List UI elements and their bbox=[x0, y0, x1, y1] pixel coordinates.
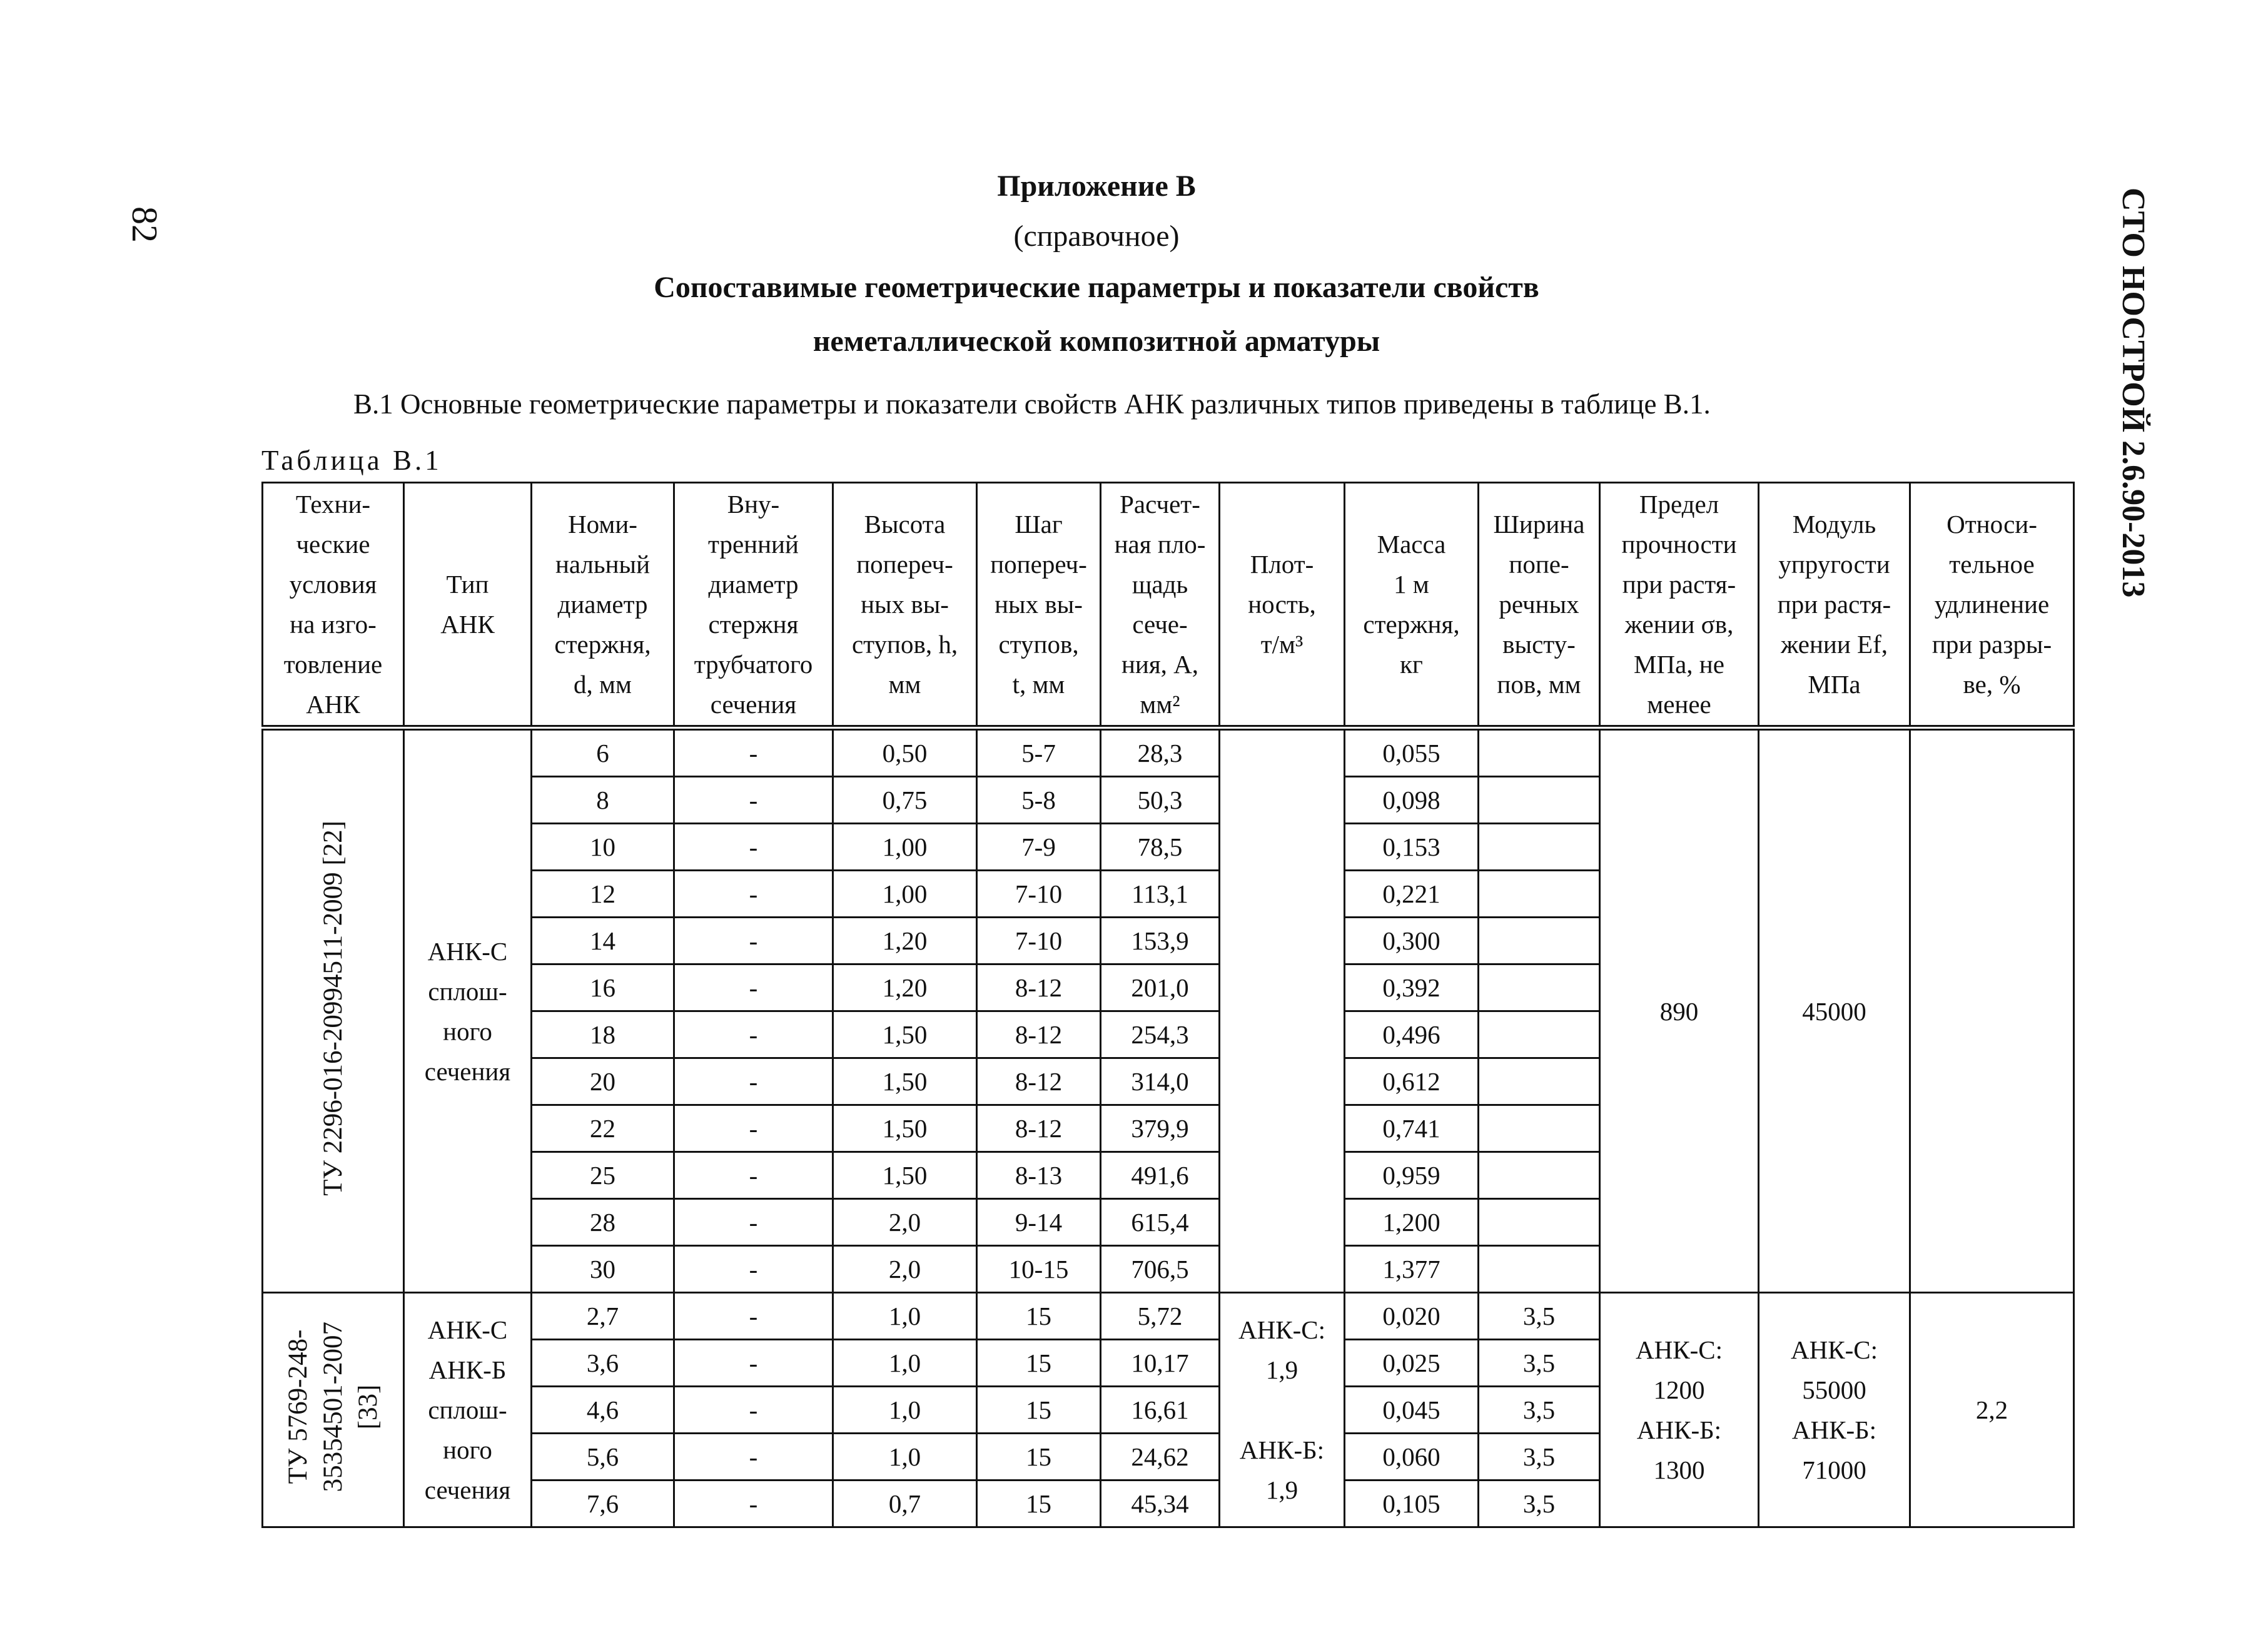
data-cell: 1,20 bbox=[833, 918, 977, 964]
cell-line: прочности bbox=[1621, 530, 1737, 559]
data-cell: 10 bbox=[532, 824, 674, 871]
cell-line: сечения bbox=[710, 690, 797, 719]
mass-cell: 0,392 bbox=[1345, 964, 1479, 1011]
cell-line: Номи- bbox=[568, 510, 637, 539]
cell-line: менее bbox=[1647, 690, 1711, 719]
cell-line: ная пло- bbox=[1114, 530, 1206, 559]
data-cell: 12 bbox=[532, 871, 674, 918]
cell-line: АНК-С bbox=[427, 1315, 508, 1344]
cell-line: упругости bbox=[1778, 550, 1890, 579]
table-row bbox=[263, 1293, 2074, 1340]
cell-line: условия bbox=[289, 570, 377, 599]
cell-line: тренний bbox=[708, 530, 799, 559]
document-code: СТО НОСТРОЙ 2.6.90-2013 bbox=[2115, 188, 2151, 598]
data-cell: - bbox=[674, 1387, 833, 1434]
data-cell: 0,7 bbox=[833, 1481, 977, 1527]
header-cell bbox=[977, 483, 1101, 728]
data-cell: 379,9 bbox=[1101, 1105, 1220, 1152]
cell-line: жении σв, bbox=[1624, 610, 1734, 639]
data-cell: - bbox=[674, 1246, 833, 1293]
header-cell bbox=[1479, 483, 1600, 728]
cell-line: высту- bbox=[1502, 630, 1576, 659]
data-cell: 1,0 bbox=[833, 1434, 977, 1481]
data-cell: 1,00 bbox=[833, 824, 977, 871]
cell-line: 1,9 bbox=[1265, 1355, 1299, 1384]
cell-line: t, мм bbox=[1012, 670, 1065, 699]
cell-line: Расчет- bbox=[1120, 490, 1200, 519]
modulus-cell bbox=[1759, 1293, 1910, 1527]
data-cell: 9-14 bbox=[977, 1199, 1101, 1246]
appendix-subtitle: (справочное) bbox=[1013, 220, 1180, 253]
data-cell: 5-7 bbox=[977, 728, 1101, 777]
appendix-name-line2: неметаллической композитной арматуры bbox=[813, 325, 1380, 358]
cell-line: ния, A, bbox=[1121, 650, 1199, 679]
cell-line: мм² bbox=[1140, 690, 1180, 719]
data-cell: 45,34 bbox=[1101, 1481, 1220, 1527]
header-cell bbox=[263, 483, 404, 728]
cell-line: 1300 bbox=[1653, 1455, 1705, 1484]
data-cell: - bbox=[674, 871, 833, 918]
data-cell: 0,50 bbox=[833, 728, 977, 777]
data-cell: 113,1 bbox=[1101, 871, 1220, 918]
data-cell: - bbox=[674, 777, 833, 824]
appendix-name-line1: Сопоставимые геометрические параметры и показатели свойств bbox=[654, 271, 1539, 304]
data-cell: - bbox=[674, 1293, 833, 1340]
width-cell bbox=[1479, 1011, 1600, 1058]
data-cell: - bbox=[674, 964, 833, 1011]
header-cell bbox=[1600, 483, 1759, 728]
data-cell: 8-12 bbox=[977, 1058, 1101, 1105]
mass-cell: 0,098 bbox=[1345, 777, 1479, 824]
cell-line: МПа bbox=[1808, 670, 1861, 699]
data-cell: 314,0 bbox=[1101, 1058, 1220, 1105]
data-cell: 1,50 bbox=[833, 1105, 977, 1152]
header-cell bbox=[1220, 483, 1345, 728]
width-cell bbox=[1479, 777, 1600, 824]
data-cell: 28,3 bbox=[1101, 728, 1220, 777]
cell-line: сечения bbox=[424, 1056, 511, 1086]
cell-line: стержня bbox=[708, 610, 799, 639]
data-cell: 615,4 bbox=[1101, 1199, 1220, 1246]
data-cell: 201,0 bbox=[1101, 964, 1220, 1011]
cell-line: диаметр bbox=[708, 570, 799, 599]
data-cell: 1,20 bbox=[833, 964, 977, 1011]
type-cell bbox=[404, 728, 532, 1293]
width-cell bbox=[1479, 1246, 1600, 1293]
cell-line: ность, bbox=[1248, 590, 1316, 619]
data-cell: - bbox=[674, 1058, 833, 1105]
data-cell: 0,75 bbox=[833, 777, 977, 824]
width-cell: 3,5 bbox=[1479, 1481, 1600, 1527]
cell-line: ступов, h, bbox=[851, 630, 958, 659]
cell-line: сплош- bbox=[428, 1395, 507, 1424]
mass-cell: 0,741 bbox=[1345, 1105, 1479, 1152]
cell-line: АНК bbox=[306, 690, 360, 719]
data-cell: - bbox=[674, 1434, 833, 1481]
cell-line: попереч- bbox=[856, 550, 953, 579]
strength-cell: 890 bbox=[1600, 728, 1759, 1293]
mass-cell: 0,045 bbox=[1345, 1387, 1479, 1434]
width-cell bbox=[1479, 728, 1600, 777]
table-label: Таблица В.1 bbox=[261, 445, 442, 476]
width-cell: 3,5 bbox=[1479, 1434, 1600, 1481]
cell-line: попе- bbox=[1509, 550, 1569, 579]
cell-line: пов, мм bbox=[1497, 670, 1581, 699]
data-cell: 10,17 bbox=[1101, 1340, 1220, 1387]
data-cell: 8-13 bbox=[977, 1152, 1101, 1199]
cell-line: ного bbox=[443, 1016, 492, 1046]
data-cell: - bbox=[674, 1340, 833, 1387]
data-cell: 4,6 bbox=[532, 1387, 674, 1434]
data-cell: - bbox=[674, 1152, 833, 1199]
density-cell bbox=[1220, 728, 1345, 1293]
data-cell: 1,00 bbox=[833, 871, 977, 918]
cell-line: т/м³ bbox=[1260, 630, 1304, 659]
cell-line: товление bbox=[283, 650, 383, 679]
page-number: 82 bbox=[124, 206, 165, 243]
cell-line: АНК bbox=[440, 610, 495, 639]
cell-line: ных вы- bbox=[995, 590, 1083, 619]
cell-line: сече- bbox=[1132, 610, 1188, 639]
data-cell: 1,50 bbox=[833, 1058, 977, 1105]
cell-line: ного bbox=[443, 1435, 492, 1464]
data-cell: 30 bbox=[532, 1246, 674, 1293]
cell-line: АНК-Б bbox=[428, 1355, 507, 1384]
data-cell: - bbox=[674, 1481, 833, 1527]
data-cell: 7,6 bbox=[532, 1481, 674, 1527]
data-cell: 2,0 bbox=[833, 1246, 977, 1293]
width-cell: 3,5 bbox=[1479, 1387, 1600, 1434]
data-cell: 5-8 bbox=[977, 777, 1101, 824]
cell-line: Вну- bbox=[727, 490, 780, 519]
cell-line: жении Ef, bbox=[1780, 630, 1888, 659]
modulus-cell: 45000 bbox=[1759, 728, 1910, 1293]
cell-line: АНК-Б: bbox=[1239, 1435, 1325, 1464]
mass-cell: 0,153 bbox=[1345, 824, 1479, 871]
cell-line: Модуль bbox=[1792, 510, 1876, 539]
cell-line: ступов, bbox=[998, 630, 1079, 659]
data-cell: 78,5 bbox=[1101, 824, 1220, 871]
cell-line: при разры- bbox=[1931, 630, 2052, 659]
width-cell bbox=[1479, 824, 1600, 871]
mass-cell: 0,612 bbox=[1345, 1058, 1479, 1105]
data-cell: 153,9 bbox=[1101, 918, 1220, 964]
data-cell: 7-10 bbox=[977, 871, 1101, 918]
properties-table bbox=[261, 482, 2075, 1528]
elongation-cell bbox=[1910, 728, 2074, 1293]
cell-line: нальный bbox=[555, 550, 651, 579]
header-cell bbox=[1759, 483, 1910, 728]
width-cell bbox=[1479, 1199, 1600, 1246]
cell-line: Масса bbox=[1377, 530, 1446, 559]
width-cell bbox=[1479, 1058, 1600, 1105]
width-cell bbox=[1479, 964, 1600, 1011]
cell-line: Относи- bbox=[1947, 510, 2037, 539]
cell-line: Шаг bbox=[1015, 510, 1063, 539]
data-cell: 2,7 bbox=[532, 1293, 674, 1340]
header-cell bbox=[1910, 483, 2074, 728]
cell-line: мм bbox=[888, 670, 921, 699]
cell-line: Плот- bbox=[1250, 550, 1314, 579]
width-cell bbox=[1479, 918, 1600, 964]
data-cell: 18 bbox=[532, 1011, 674, 1058]
elongation-cell: 2,2 bbox=[1910, 1293, 2074, 1527]
data-cell: 706,5 bbox=[1101, 1246, 1220, 1293]
cell-line: МПа, не bbox=[1634, 650, 1724, 679]
data-cell: - bbox=[674, 1105, 833, 1152]
data-cell: 1,0 bbox=[833, 1293, 977, 1340]
cell-line: попереч- bbox=[990, 550, 1087, 579]
cell-line: 1,9 bbox=[1265, 1476, 1299, 1504]
data-cell: 15 bbox=[977, 1434, 1101, 1481]
data-cell: 15 bbox=[977, 1340, 1101, 1387]
header-cell bbox=[1101, 483, 1220, 728]
cell-line: Предел bbox=[1639, 490, 1719, 519]
data-cell: 5,72 bbox=[1101, 1293, 1220, 1340]
data-cell: 2,0 bbox=[833, 1199, 977, 1246]
data-cell: - bbox=[674, 1199, 833, 1246]
data-cell: 20 bbox=[532, 1058, 674, 1105]
cell-line: ных вы- bbox=[861, 590, 949, 619]
cell-line: диаметр bbox=[557, 590, 648, 619]
data-cell: 3,6 bbox=[532, 1340, 674, 1387]
cell-line: щадь bbox=[1131, 570, 1188, 599]
width-cell: 3,5 bbox=[1479, 1293, 1600, 1340]
mass-cell: 0,055 bbox=[1345, 728, 1479, 777]
cell-line: кг bbox=[1400, 650, 1423, 679]
cell-line: [33] bbox=[353, 1384, 383, 1429]
data-cell: 28 bbox=[532, 1199, 674, 1246]
cell-line: АНК-С: bbox=[1238, 1315, 1325, 1344]
data-cell: 24,62 bbox=[1101, 1434, 1220, 1481]
cell-line: 1200 bbox=[1653, 1375, 1705, 1404]
data-cell: - bbox=[674, 824, 833, 871]
table-header-row bbox=[263, 483, 2074, 728]
data-cell: 491,6 bbox=[1101, 1152, 1220, 1199]
data-cell: 15 bbox=[977, 1387, 1101, 1434]
mass-cell: 0,221 bbox=[1345, 871, 1479, 918]
cell-line: d, мм bbox=[574, 670, 632, 699]
cell-line: Высота bbox=[864, 510, 946, 539]
data-cell: 14 bbox=[532, 918, 674, 964]
data-cell: 22 bbox=[532, 1105, 674, 1152]
density-cell bbox=[1220, 1293, 1345, 1527]
data-cell: 25 bbox=[532, 1152, 674, 1199]
cell-line: АНК-С: bbox=[1636, 1335, 1723, 1364]
strength-cell bbox=[1600, 1293, 1759, 1527]
data-cell: - bbox=[674, 728, 833, 777]
cell-line: АНК-С: bbox=[1791, 1335, 1878, 1364]
appendix-title: Приложение В bbox=[997, 170, 1196, 203]
header-cell bbox=[1345, 483, 1479, 728]
data-cell: 6 bbox=[532, 728, 674, 777]
cell-line: Тип bbox=[446, 570, 489, 599]
data-cell: 1,50 bbox=[833, 1011, 977, 1058]
spec-cell bbox=[263, 1293, 404, 1527]
cell-line: ве, % bbox=[1963, 670, 2021, 699]
cell-line: Ширина bbox=[1493, 510, 1585, 539]
spec-text: ТУ 2296-016-20994511-2009 [22] bbox=[318, 820, 348, 1196]
spec-cell bbox=[263, 728, 404, 1293]
data-cell: 7-9 bbox=[977, 824, 1101, 871]
cell-line: ческие bbox=[296, 530, 370, 559]
header-cell bbox=[532, 483, 674, 728]
cell-line: на изго- bbox=[290, 610, 377, 639]
cell-line bbox=[1220, 1390, 1344, 1430]
cell-line: стержня, bbox=[1363, 610, 1460, 639]
cell-line: тельное bbox=[1949, 550, 2035, 579]
cell-line: 55000 bbox=[1802, 1375, 1866, 1404]
data-cell: 8-12 bbox=[977, 964, 1101, 1011]
data-cell: 16,61 bbox=[1101, 1387, 1220, 1434]
mass-cell: 0,105 bbox=[1345, 1481, 1479, 1527]
cell-line: сечения bbox=[424, 1476, 511, 1504]
cell-line: АНК-Б: bbox=[1636, 1415, 1722, 1444]
cell-line: 35354501-2007 bbox=[318, 1321, 348, 1492]
mass-cell: 0,959 bbox=[1345, 1152, 1479, 1199]
data-cell: 50,3 bbox=[1101, 777, 1220, 824]
mass-cell: 0,020 bbox=[1345, 1293, 1479, 1340]
data-cell: 10-15 bbox=[977, 1246, 1101, 1293]
mass-cell: 0,496 bbox=[1345, 1011, 1479, 1058]
data-cell: 8-12 bbox=[977, 1105, 1101, 1152]
width-cell bbox=[1479, 1152, 1600, 1199]
header-cell bbox=[404, 483, 532, 728]
cell-line: удлинение bbox=[1934, 590, 2050, 619]
spec-text bbox=[281, 1322, 386, 1492]
data-cell: - bbox=[674, 1011, 833, 1058]
cell-line: АНК-Б: bbox=[1791, 1415, 1877, 1444]
data-cell: 8 bbox=[532, 777, 674, 824]
data-cell: 15 bbox=[977, 1293, 1101, 1340]
cell-line: сплош- bbox=[428, 976, 507, 1006]
mass-cell: 0,300 bbox=[1345, 918, 1479, 964]
data-cell: 254,3 bbox=[1101, 1011, 1220, 1058]
header-cell bbox=[833, 483, 977, 728]
data-cell: 1,0 bbox=[833, 1340, 977, 1387]
cell-line: 1 м bbox=[1394, 570, 1429, 599]
cell-line: Техни- bbox=[295, 490, 371, 519]
cell-line: АНК-С bbox=[427, 936, 508, 966]
cell-line: трубчатого bbox=[694, 650, 813, 679]
mass-cell: 1,377 bbox=[1345, 1246, 1479, 1293]
cell-line: ТУ 5769-248- bbox=[283, 1329, 313, 1484]
data-cell: 1,50 bbox=[833, 1152, 977, 1199]
cell-line: стержня, bbox=[554, 630, 651, 659]
cell-line: при растя- bbox=[1622, 570, 1736, 599]
mass-cell: 1,200 bbox=[1345, 1199, 1479, 1246]
data-cell: 5,6 bbox=[532, 1434, 674, 1481]
mass-cell: 0,060 bbox=[1345, 1434, 1479, 1481]
type-cell bbox=[404, 1293, 532, 1527]
cell-line: при растя- bbox=[1777, 590, 1891, 619]
data-cell: - bbox=[674, 918, 833, 964]
data-cell: 1,0 bbox=[833, 1387, 977, 1434]
cell-line: 71000 bbox=[1802, 1455, 1866, 1484]
width-cell: 3,5 bbox=[1479, 1340, 1600, 1387]
mass-cell: 0,025 bbox=[1345, 1340, 1479, 1387]
header-cell bbox=[674, 483, 833, 728]
intro-paragraph: В.1 Основные геометрические параметры и показатели свойств АНК различных типов приведены в таблице В.1. bbox=[353, 388, 1711, 420]
data-cell: 15 bbox=[977, 1481, 1101, 1527]
table-row bbox=[263, 728, 2074, 777]
width-cell bbox=[1479, 871, 1600, 918]
data-cell: 16 bbox=[532, 964, 674, 1011]
width-cell bbox=[1479, 1105, 1600, 1152]
data-cell: 7-10 bbox=[977, 918, 1101, 964]
data-cell: 8-12 bbox=[977, 1011, 1101, 1058]
cell-line: речных bbox=[1499, 590, 1579, 619]
